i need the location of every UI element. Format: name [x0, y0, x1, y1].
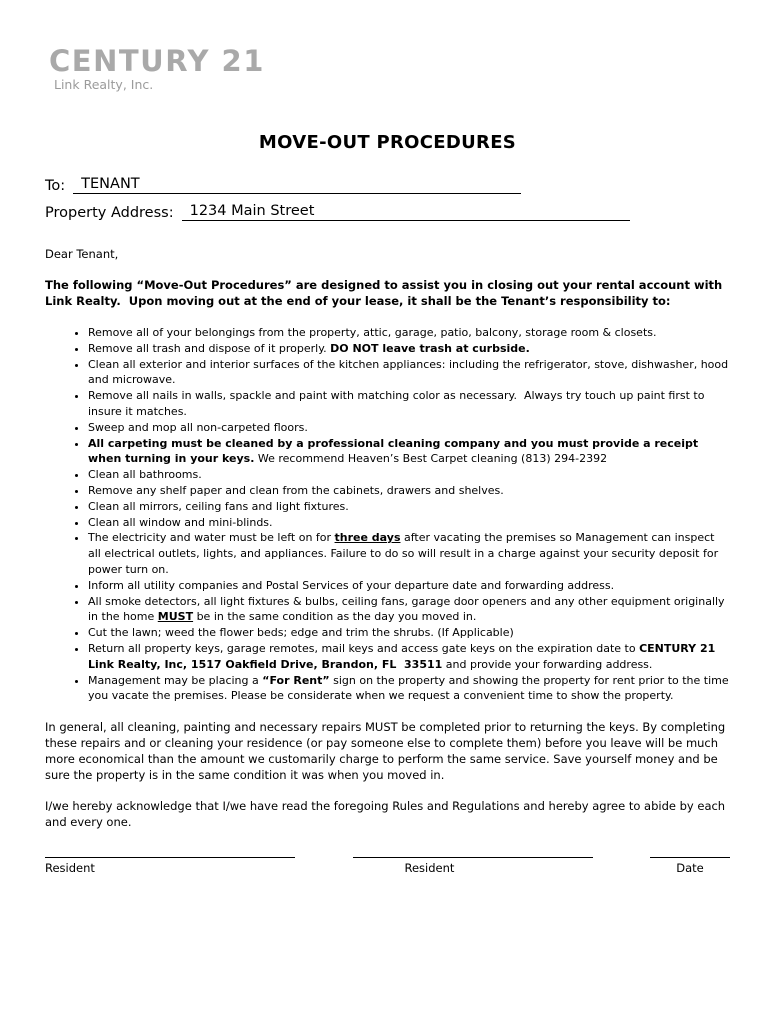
bullet-text-segment: “For Rent” — [262, 673, 330, 687]
bullet-text-segment: The electricity and water must be left on for — [88, 531, 335, 545]
bullet-text-segment: Clean all mirrors, ceiling fans and light fixtures. — [88, 499, 349, 513]
bullet-text-segment: All smoke detectors, all light fixtures & bulbs, ceiling fans, garage door openers and any other equipment originally in the home — [88, 594, 729, 624]
bullet-text-segment: Remove all of your belongings from the property, attic, garage, patio, balcony, storage room & closets. — [88, 326, 657, 340]
bullet-text-segment: after vacating the premises so Management can inspect all electrical outlets, lights, and appliances. Failure to do so will result in a charge against your security deposit for power turn on. — [88, 531, 722, 576]
closing-paragraph: In general, all cleaning, painting and necessary repairs MUST be completed prior to returning the keys. By completing these repairs and or cleaning your residence (or pay someone else to complete them) before you leave will be much more economical than the amount we customarily charge to perform the same service. Save yourself money and be sure the property is in the same condition it was when you moved in. — [45, 720, 729, 782]
to-label: To: — [45, 178, 66, 195]
logo-subtitle-text: Link Realty, Inc. — [54, 77, 154, 93]
signature-column-resident-1 — [45, 857, 295, 875]
bullet-item — [88, 515, 730, 531]
bullet-text-segment: Cut the lawn; weed the flower beds; edge and trim the shrubs. (If Applicable) — [88, 626, 514, 640]
bullet-text-segment: DO NOT leave trash at curbside. — [330, 341, 530, 355]
closing-paragraphs — [45, 720, 730, 831]
bullet-item — [88, 483, 730, 499]
bullet-text-segment: Remove any shelf paper and clean from the cabinets, drawers and shelves. — [88, 484, 504, 497]
signature-line — [353, 857, 593, 858]
to-value: TENANT — [81, 176, 140, 193]
bullet-text-segment: be in the same condition as the day you moved in. — [193, 610, 477, 624]
bullet-item — [88, 420, 730, 436]
signature-label: Resident — [45, 860, 95, 875]
bullet-item — [88, 499, 730, 515]
signature-label: Date — [676, 860, 704, 875]
page-title: MOVE-OUT PROCEDURES — [258, 132, 517, 154]
signature-section — [45, 857, 730, 875]
signature-label: Resident — [404, 860, 455, 875]
bullet-text-segment: and provide your forwarding address. — [442, 657, 653, 671]
bullet-item — [88, 578, 730, 594]
bullet-text-segment: sign on the property and showing the property for rent prior to the time you vacate the premises. Please be considerate when we request a convenient time to show the property. — [88, 673, 733, 703]
property-address-label: Property Address: — [45, 205, 174, 222]
bullet-text-segment: CENTURY 21 Link Realty, Inc, 1517 Oakfield Drive, Brandon, FL 33511 — [88, 641, 720, 671]
to-value-underline — [73, 176, 521, 194]
bullet-text-segment: Management may be placing a — [88, 673, 263, 687]
bullet-text-segment: Return all property keys, garage remotes, mail keys and access gate keys on the expiration date to — [88, 641, 640, 655]
to-field-row — [45, 176, 730, 194]
signature-column-resident-2 — [353, 857, 593, 875]
signature-line — [650, 857, 730, 858]
bullet-item — [88, 436, 730, 468]
salutation: Dear Tenant, — [45, 247, 119, 262]
bullet-text-segment: Clean all bathrooms. — [88, 468, 202, 482]
bullet-item — [88, 357, 730, 389]
bullet-text-segment: Clean all exterior and interior surfaces of the kitchen appliances: including the refrigerator, stove, dishwasher, hood and microwave. — [88, 357, 732, 387]
bullet-text-segment: Inform all utility companies and Postal Services of your departure date and forwarding address. — [88, 578, 615, 592]
bullet-item — [88, 341, 730, 357]
bullet-text-segment: Clean all window and mini-blinds. — [88, 515, 273, 529]
bullet-item — [88, 467, 730, 483]
bullet-item — [88, 625, 730, 641]
bullet-item — [88, 388, 730, 420]
bullet-text-segment: Remove all trash and dispose of it properly. — [88, 341, 331, 355]
bullet-text-segment: three days — [334, 531, 401, 545]
bullet-item — [88, 673, 733, 705]
property-address-underline — [182, 203, 630, 221]
closing-paragraph: I/we hereby acknowledge that I/we have read the foregoing Rules and Regulations and hereby agree to abide by each and every one. — [45, 799, 729, 830]
bullet-text-segment: MUST — [157, 610, 194, 624]
company-logo — [49, 46, 730, 92]
bullet-text-segment: We recommend Heaven’s Best Carpet cleaning (813) 294-2392 — [254, 452, 608, 466]
logo-brand-text: CENTURY 21 — [49, 44, 265, 78]
property-address-field-row — [45, 203, 730, 221]
bullet-item — [88, 594, 730, 626]
bullet-item — [88, 530, 730, 577]
signature-column-date — [650, 857, 730, 875]
bullet-text-segment: Sweep and mop all non-carpeted floors. — [88, 420, 308, 434]
property-address-value: 1234 Main Street — [189, 203, 315, 220]
bullet-text-segment: All carpeting must be cleaned by a professional cleaning company and you must provide a receipt when turning in your keys. — [88, 436, 702, 466]
bullet-item — [88, 641, 730, 673]
intro-paragraph: The following “Move-Out Procedures” are designed to assist you in closing out your rental account with Link Realty. Upon moving out at the end of your lease, it shall be the Tenant’s responsibility to: — [45, 278, 727, 309]
bullet-item — [88, 325, 730, 341]
signature-line — [45, 857, 295, 858]
bullet-text-segment: Remove all nails in walls, spackle and paint with matching color as necessary. Always try touch up paint first to insure it matches. — [88, 389, 708, 419]
bullet-list — [45, 325, 733, 704]
